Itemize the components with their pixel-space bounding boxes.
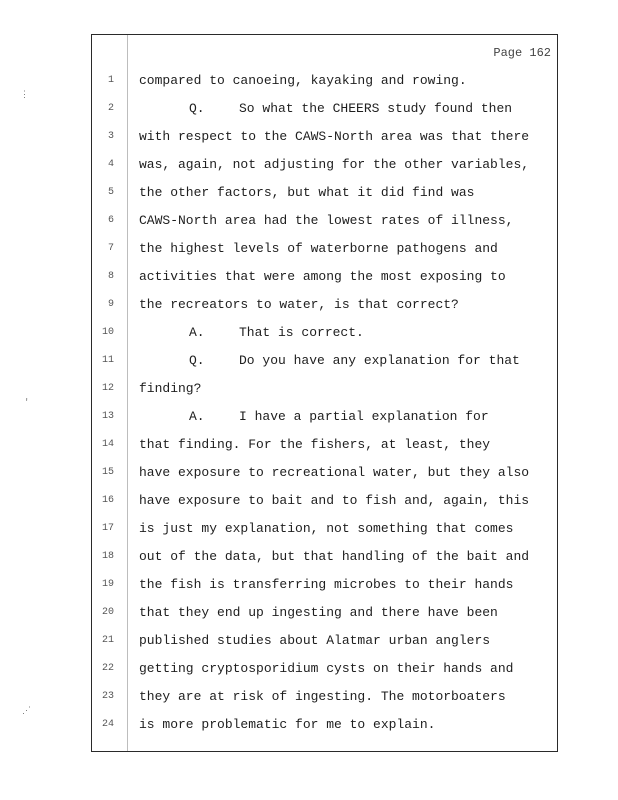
line-text xyxy=(139,269,506,284)
line-body: getting cryptosporidium cysts on their hands and xyxy=(139,661,514,676)
transcript-line xyxy=(92,157,557,177)
line-text xyxy=(139,73,467,88)
line-number: 12 xyxy=(101,383,114,394)
transcript-line xyxy=(92,381,557,401)
line-body: with respect to the CAWS-North area was that there xyxy=(139,129,530,144)
line-body: out of the data, but that handling of the bait and xyxy=(139,549,530,564)
transcript-line xyxy=(92,73,557,93)
line-text xyxy=(139,493,529,508)
transcript-line xyxy=(92,689,557,709)
line-body: Do you have any explanation for that xyxy=(239,353,520,368)
line-number: 23 xyxy=(101,691,114,702)
transcript-line xyxy=(92,437,557,457)
transcript-line xyxy=(92,297,557,317)
line-text xyxy=(189,101,512,116)
transcript-line xyxy=(92,213,557,233)
line-number: 15 xyxy=(101,467,114,478)
transcript-line xyxy=(92,325,557,345)
line-body: activities that were among the most exposing to xyxy=(139,269,506,284)
line-body: that they end up ingesting and there have been xyxy=(139,605,498,620)
line-body: compared to canoeing, kayaking and rowing. xyxy=(139,73,467,88)
line-text xyxy=(139,717,435,732)
transcript-line xyxy=(92,129,557,149)
transcript-page xyxy=(91,34,558,752)
line-number: 11 xyxy=(101,355,114,366)
line-body: is just my explanation, not something that comes xyxy=(139,521,514,536)
line-body: published studies about Alatmar urban anglers xyxy=(139,633,491,648)
qa-marker: A. xyxy=(189,409,205,424)
line-number: 4 xyxy=(107,159,114,170)
line-body: have exposure to bait and to fish and, again, this xyxy=(139,493,530,508)
line-text xyxy=(139,633,490,648)
line-number: 24 xyxy=(101,719,114,730)
line-body: that finding. For the fishers, at least, they xyxy=(139,437,491,452)
line-body: the highest levels of waterborne pathogens and xyxy=(139,241,498,256)
qa-marker: A. xyxy=(189,325,205,340)
line-number: 2 xyxy=(107,103,114,114)
line-number: 9 xyxy=(107,299,114,310)
transcript-line xyxy=(92,661,557,681)
line-body: have exposure to recreational water, but they also xyxy=(139,465,530,480)
line-text xyxy=(139,129,529,144)
line-number: 13 xyxy=(101,411,114,422)
line-number: 10 xyxy=(101,327,114,338)
line-text xyxy=(139,605,498,620)
line-text xyxy=(139,689,506,704)
line-number: 14 xyxy=(101,439,114,450)
transcript-line xyxy=(92,269,557,289)
line-text xyxy=(189,353,520,368)
line-text xyxy=(139,661,513,676)
line-text xyxy=(139,549,529,564)
line-text xyxy=(139,297,459,312)
line-number: 3 xyxy=(107,131,114,142)
line-number: 20 xyxy=(101,607,114,618)
scan-speck: ⋮ xyxy=(20,90,29,100)
scan-speck: ʹ xyxy=(24,398,30,408)
line-text xyxy=(139,157,529,172)
transcript-line xyxy=(92,633,557,653)
line-body: is more problematic for me to explain. xyxy=(139,717,436,732)
transcript-line xyxy=(92,577,557,597)
scan-speck: ⋰ xyxy=(22,706,31,716)
line-body: they are at risk of ingesting. The motorboaters xyxy=(139,689,506,704)
line-body: the other factors, but what it did find was xyxy=(139,185,475,200)
qa-marker: Q. xyxy=(189,353,205,368)
line-body: CAWS-North area had the lowest rates of illness, xyxy=(139,213,514,228)
line-body: was, again, not adjusting for the other variables, xyxy=(139,157,530,172)
line-number: 8 xyxy=(107,271,114,282)
transcript-line xyxy=(92,185,557,205)
line-body: I have a partial explanation for xyxy=(239,409,489,424)
transcript-line xyxy=(92,549,557,569)
line-text xyxy=(139,465,529,480)
line-number: 7 xyxy=(107,243,114,254)
transcript-line xyxy=(92,241,557,261)
line-number: 6 xyxy=(107,215,114,226)
line-body: finding? xyxy=(139,381,202,396)
transcript-line xyxy=(92,409,557,429)
transcript-line xyxy=(92,353,557,373)
line-text xyxy=(139,521,513,536)
line-text xyxy=(139,437,490,452)
line-number: 5 xyxy=(107,187,114,198)
line-text xyxy=(139,577,513,592)
line-text xyxy=(189,409,489,424)
line-text xyxy=(139,185,474,200)
line-body: the recreators to water, is that correct? xyxy=(139,297,459,312)
line-number: 21 xyxy=(101,635,114,646)
qa-marker: Q. xyxy=(189,101,205,116)
transcript-line xyxy=(92,605,557,625)
line-body: So what the CHEERS study found then xyxy=(239,101,513,116)
line-text xyxy=(139,241,498,256)
line-number: 18 xyxy=(101,551,114,562)
line-body: That is correct. xyxy=(239,325,364,340)
transcript-line xyxy=(92,521,557,541)
line-number: 1 xyxy=(107,75,114,86)
page-number: Page 162 xyxy=(493,46,551,60)
line-text xyxy=(139,381,201,396)
transcript-line xyxy=(92,465,557,485)
line-body: the fish is transferring microbes to their hands xyxy=(139,577,514,592)
transcript-line xyxy=(92,101,557,121)
line-text xyxy=(189,325,364,340)
transcript-line xyxy=(92,493,557,513)
line-number: 22 xyxy=(101,663,114,674)
line-text xyxy=(139,213,513,228)
line-number: 16 xyxy=(101,495,114,506)
line-number: 19 xyxy=(101,579,114,590)
line-number: 17 xyxy=(101,523,114,534)
transcript-line xyxy=(92,717,557,737)
